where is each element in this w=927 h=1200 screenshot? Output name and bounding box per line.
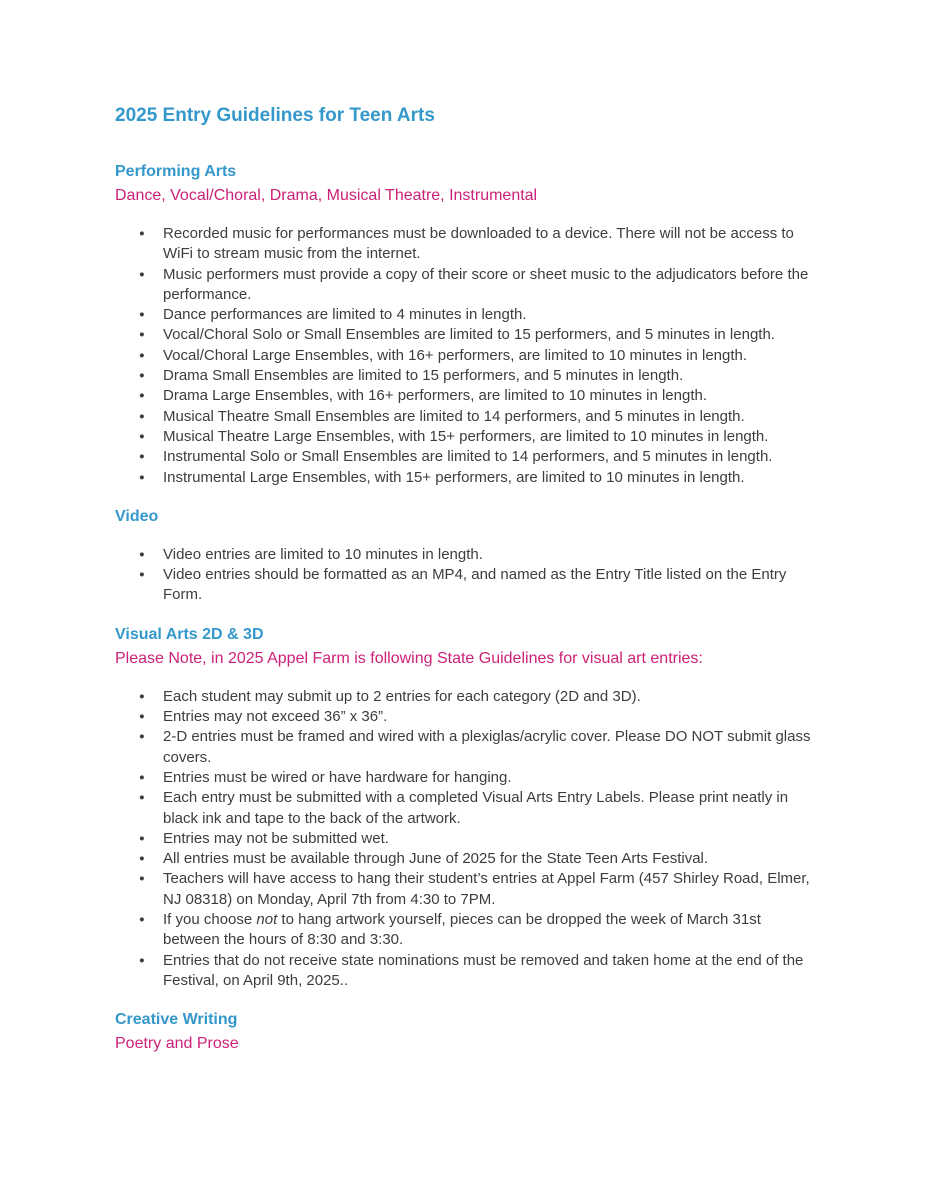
bullet-item: ● Each entry must be submitted with a completed Visual Arts Entry Labels. Please print neatly in black ink and tape to the back of the artwork.: [163, 788, 818, 829]
section-subheading: Poetry and Prose: [115, 1035, 239, 1053]
section-performing-arts: [115, 160, 822, 488]
section-creative-writing: [115, 1008, 822, 1056]
bullet-item: ● Instrumental Solo or Small Ensembles are limited to 14 performers, and 5 minutes in length.: [163, 447, 818, 467]
bullet-item: ● If you choose not to hang artwork yourself, pieces can be dropped the week of March 31st between the hours of 8:30 and 3:30.: [163, 910, 818, 951]
document-title: 2025 Entry Guidelines for Teen Arts: [115, 105, 435, 126]
bullet-list: [115, 687, 818, 991]
bullet-item: ● Vocal/Choral Large Ensembles, with 16+ performers, are limited to 10 minutes in length.: [163, 346, 818, 366]
section-video: [115, 505, 822, 606]
bullet-item: ● Entries must be wired or have hardware for hanging.: [163, 768, 818, 788]
bullet-item: ● Vocal/Choral Solo or Small Ensembles are limited to 15 performers, and 5 minutes in length.: [163, 325, 818, 345]
bullet-item: ● All entries must be available through June of 2025 for the State Teen Arts Festival.: [163, 849, 818, 869]
section-heading: Creative Writing: [115, 1011, 238, 1029]
bullet-item: ● Each student may submit up to 2 entries for each category (2D and 3D).: [163, 687, 818, 707]
section-subheading: Please Note, in 2025 Appel Farm is following State Guidelines for visual art entries:: [115, 649, 703, 667]
section-subheading: Dance, Vocal/Choral, Drama, Musical Theatre, Instrumental: [115, 187, 538, 204]
section-heading: Visual Arts 2D & 3D: [115, 625, 264, 643]
bullet-item: ● Recorded music for performances must be downloaded to a device. There will not be access to WiFi to stream music from the internet.: [163, 224, 818, 265]
bullet-item: ● Video entries are limited to 10 minutes in length.: [163, 545, 818, 565]
bullet-item: ● Drama Large Ensembles, with 16+ performers, are limited to 10 minutes in length.: [163, 386, 818, 406]
bullet-item: ● Drama Small Ensembles are limited to 15 performers, and 5 minutes in length.: [163, 366, 818, 386]
bullet-item: ● Musical Theatre Small Ensembles are limited to 14 performers, and 5 minutes in length.: [163, 407, 818, 427]
bullet-item: ● Teachers will have access to hang their student’s entries at Appel Farm (457 Shirley Road, Elmer, NJ 08318) on Monday, April 7th from 4:30 to 7PM.: [163, 869, 818, 910]
bullet-item: ● Musical Theatre Large Ensembles, with 15+ performers, are limited to 10 minutes in length.: [163, 427, 818, 447]
bullet-item: ● Instrumental Large Ensembles, with 15+ performers, are limited to 10 minutes in length.: [163, 468, 818, 488]
bullet-list: [115, 224, 818, 488]
section-heading: Video: [115, 507, 159, 525]
section-heading: Performing Arts: [115, 163, 237, 180]
section-visual-arts: [115, 623, 822, 991]
bullet-item: ● 2-D entries must be framed and wired with a plexiglas/acrylic cover. Please DO NOT submit glass covers.: [163, 727, 818, 768]
bullet-item: ● Dance performances are limited to 4 minutes in length.: [163, 305, 818, 325]
bullet-item: ● Video entries should be formatted as an MP4, and named as the Entry Title listed on the Entry Form.: [163, 565, 818, 606]
bullet-item: ● Entries may not exceed 36” x 36”.: [163, 707, 818, 727]
bullet-list: [115, 545, 818, 606]
bullet-item: ● Music performers must provide a copy of their score or sheet music to the adjudicators before the performance.: [163, 265, 818, 306]
bullet-item: ● Entries may not be submitted wet.: [163, 829, 818, 849]
bullet-item: ● Entries that do not receive state nominations must be removed and taken home at the end of the Festival, on April 9th, 2025..: [163, 951, 818, 992]
